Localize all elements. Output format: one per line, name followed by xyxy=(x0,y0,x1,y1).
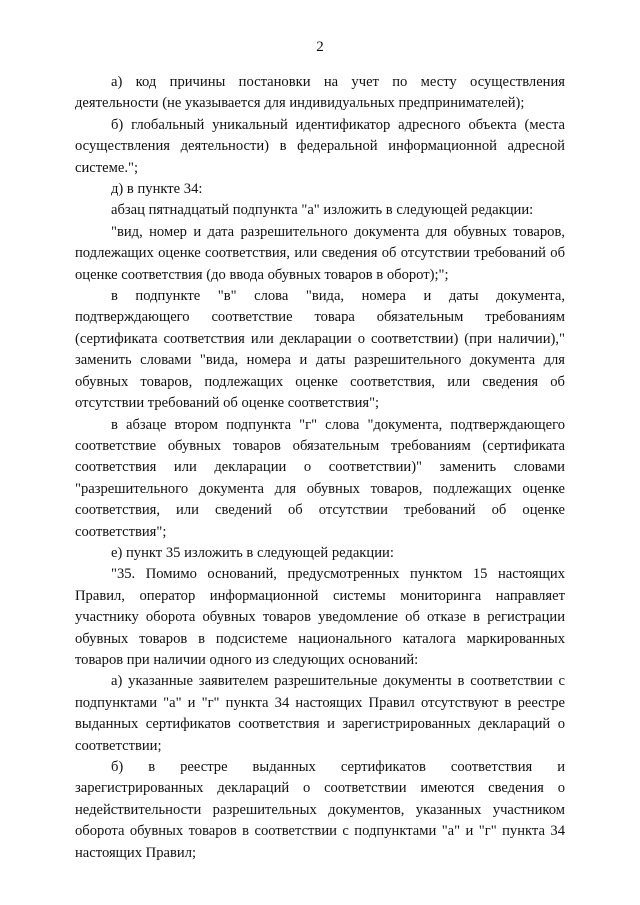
paragraph-abzac-15: абзац пятнадцатый подпункта "а" изложить в следующей редакции: xyxy=(111,202,534,219)
page-number: 2 xyxy=(316,39,324,55)
paragraph-quote-vid: "вид, номер и дата разрешительного документа для обувных товаров, подлежащих оценке соответствия, или сведения об отсутствии требований об оценке соответствия (до ввода обувных товаров в оборот);"; xyxy=(75,223,565,283)
paragraph-point-d: д) в пункте 34: xyxy=(111,181,203,198)
paragraph-35-b: б) в реестре выданных сертификатов соответствия и зарегистрированных деклараций о соответствии имеются сведения о недействительности разрешительных документов, указанных участником оборота обувных товаров в соответствии с подпунктами "а" и "г" пункта 34 настоящих Правил; xyxy=(75,759,565,861)
paragraph-point-35: "35. Помимо оснований, предусмотренных пунктом 15 настоящих Правил, оператор информационной системы мониторинга направляет участнику оборота обувных товаров уведомление об отказе в регистрации обувных товаров в подсистеме национального каталога маркированных товаров при наличии одного из следующих оснований: xyxy=(75,566,565,668)
paragraph-item-b: б) глобальный уникальный идентификатор адресного объекта (места осуществления деятельности) в федеральной информационной адресной системе."; xyxy=(75,116,565,176)
paragraph-35-a: а) указанные заявителем разрешительные документы в соответствии с подпунктами "а" и "г" пункта 34 настоящих Правил отсутствуют в реестре выданных сертификатов соответствия и зарегистрированных деклараций о соответствии; xyxy=(75,673,565,754)
document-body xyxy=(75,72,565,864)
paragraph-subpoint-g: в абзаце втором подпункта "г" слова "документа, подтверждающего соответствие обувных товаров обязательным требованиям (сертификата соответствия или декларации о соответствии)" заменить словами "разрешительного документа для обувных товаров, подлежащих оценке соответствия, или сведений об отсутствии требований об оценке соответствия"; xyxy=(75,416,565,540)
paragraph-item-a: а) код причины постановки на учет по месту осуществления деятельности (не указывается для индивидуальных предпринимателей); xyxy=(75,74,565,112)
paragraph-point-e: е) пункт 35 изложить в следующей редакции: xyxy=(111,544,394,561)
paragraph-subpoint-v: в подпункте "в" слова "вида, номера и даты документа, подтверждающего соответствие товара обязательным требованиям (сертификата соответствия или декларации о соответствии) (при наличии)," заменить словами "вида, номера и даты разрешительного документа для обувных товаров, подлежащих оценке соответствия, или сведения об отсутствии требований об оценке соответствия"; xyxy=(75,288,565,412)
